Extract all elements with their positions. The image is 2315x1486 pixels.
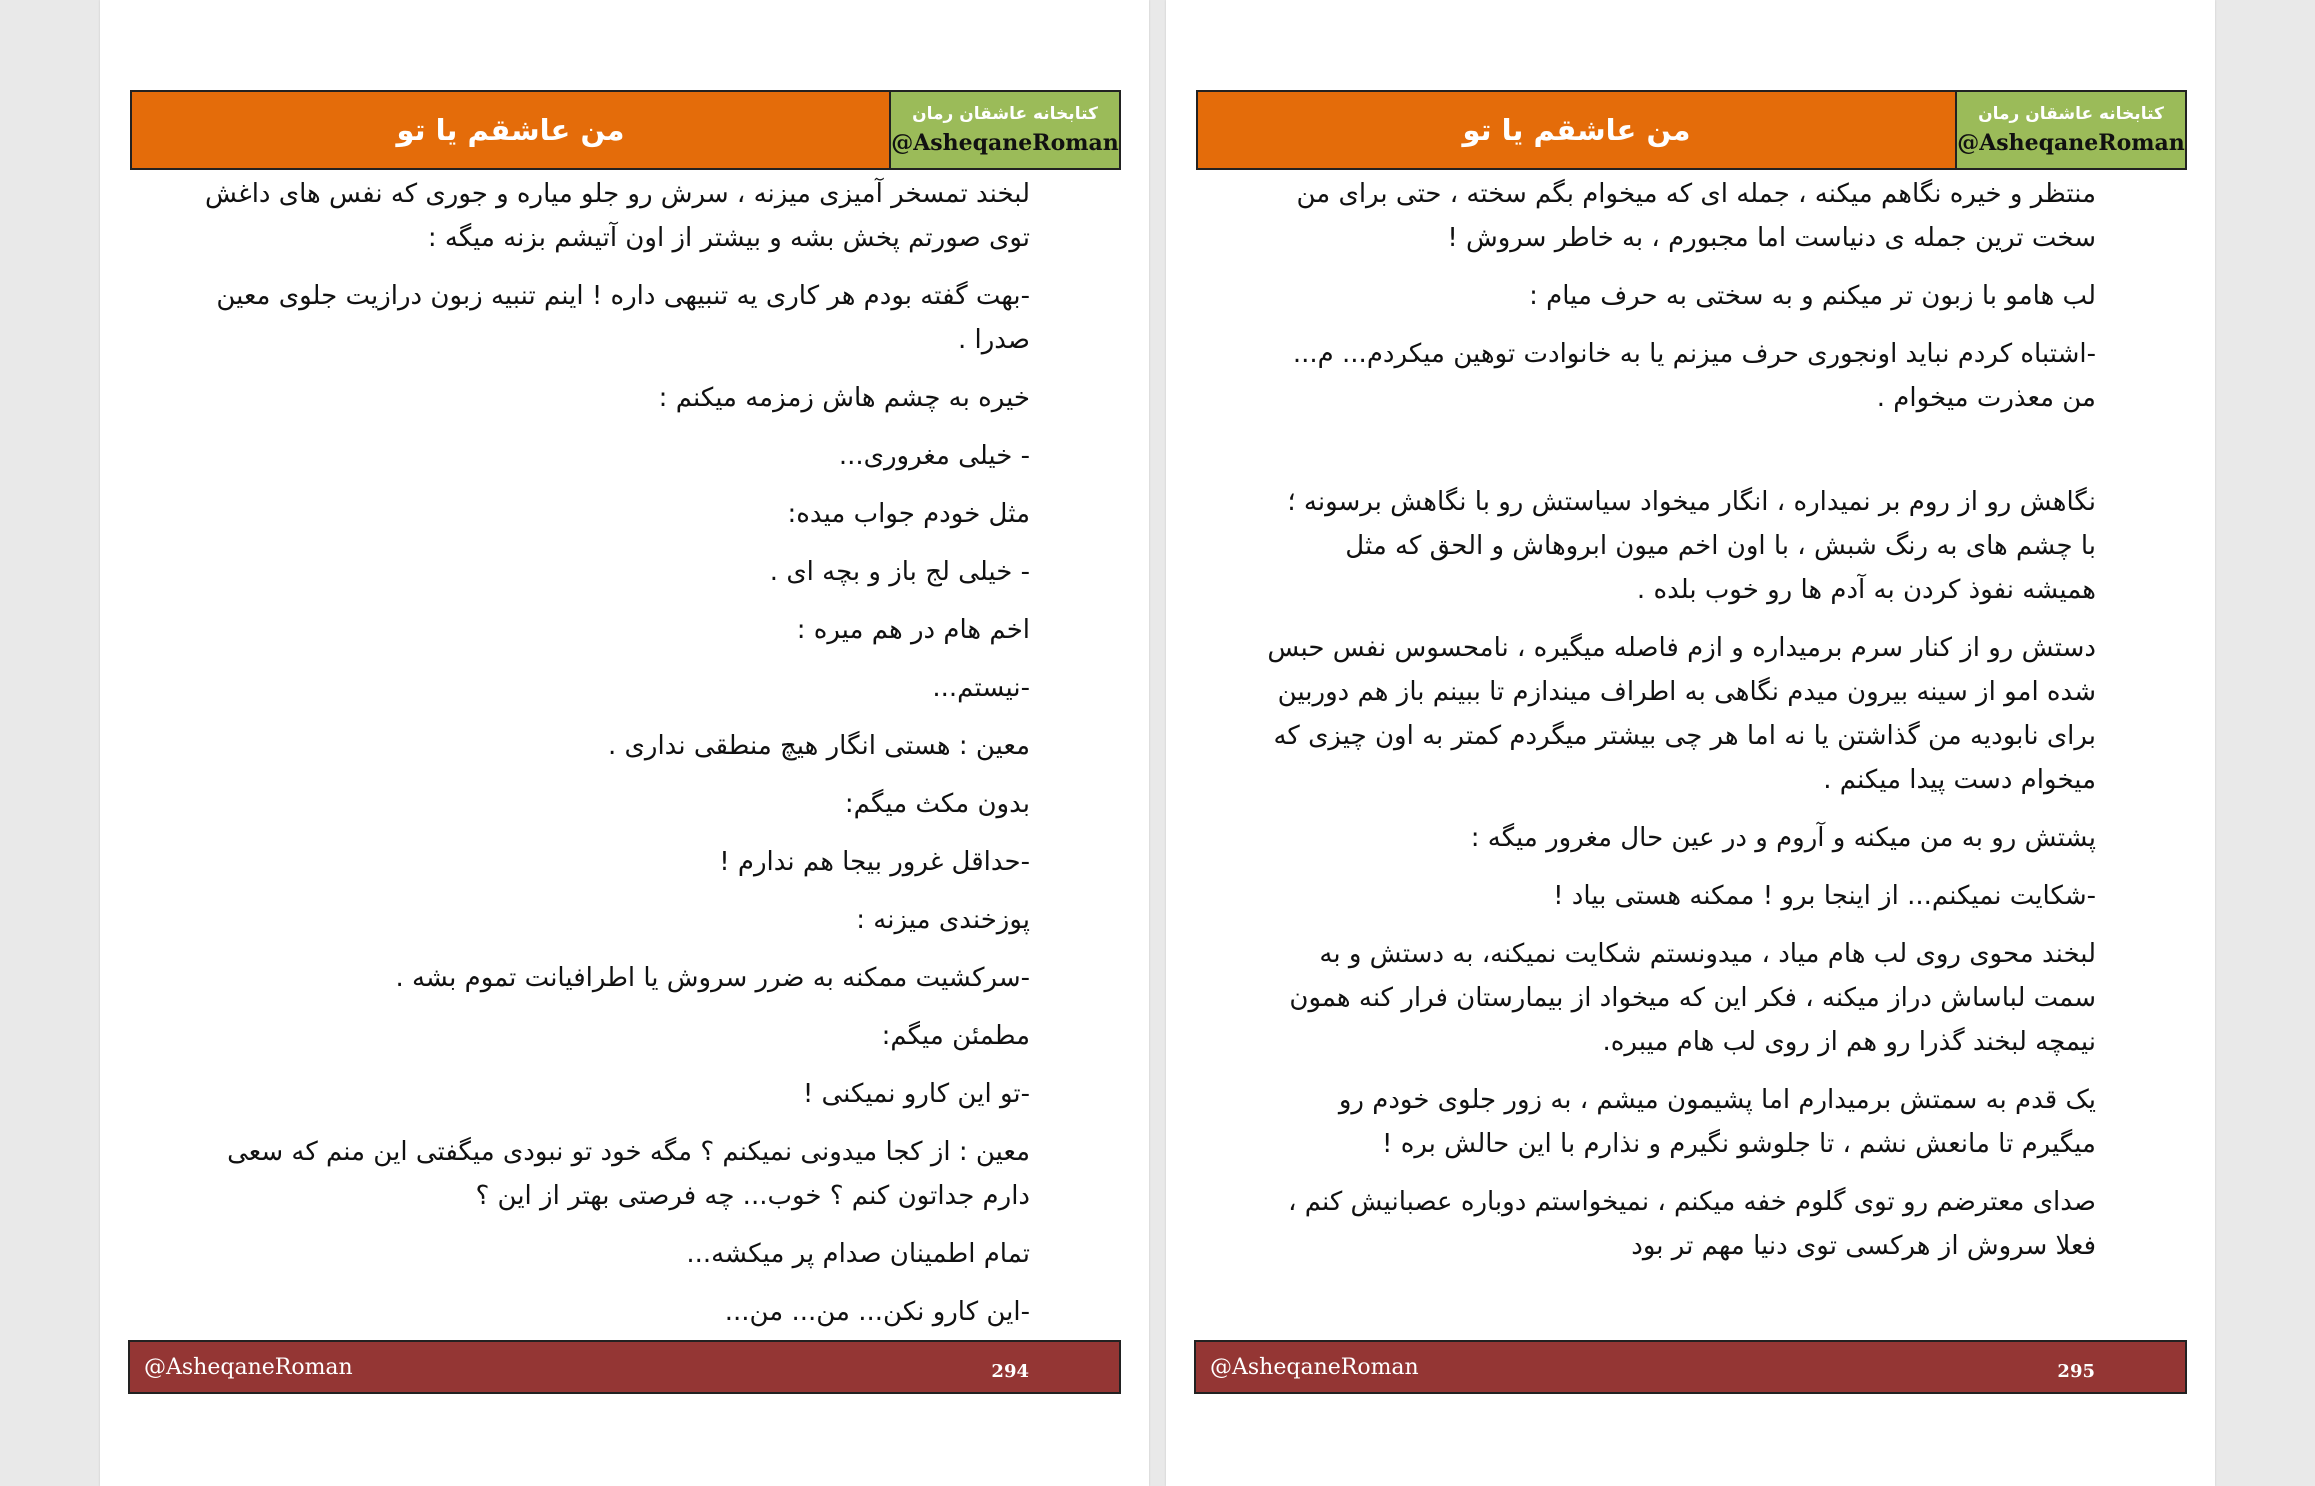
paragraph: صدای معترضم رو توی گلوم خفه میکنم ، نمیخواستم دوباره عصبانیش کنم ، فعلا سروش از هرکسی توی دنیا مهم تر بود (1288, 1187, 2096, 1261)
paragraph: -نیستم... (932, 673, 1030, 703)
paragraph: اخم هام در هم میره : (796, 615, 1030, 645)
paragraph: پوزخندی میزنه : (856, 905, 1030, 935)
channel-handle: @AsheqaneRoman (891, 130, 1119, 156)
page-footer (128, 1340, 1121, 1394)
paragraph: -این کارو نکن... من... من... (724, 1297, 1030, 1327)
paragraph: تمام اطمینان صدام پر میکشه... (686, 1239, 1030, 1269)
paragraph: لب هامو با زبون تر میکنم و به سختی به حرف میام : (1529, 281, 2096, 311)
book-title: من عاشقم یا تو (396, 113, 625, 147)
library-name: کتابخانه عاشقان رمان (912, 104, 1098, 124)
channel-handle: @AsheqaneRoman (1957, 130, 2185, 156)
paragraph: بدون مکث میگم: (844, 789, 1030, 819)
paragraph: -اشتباه کردم نباید اونجوری حرف میزنم یا به خانوادت توهین میکردم... م... من معذرت میخوام . (1292, 339, 2096, 413)
paragraph: معین : هستی انگار هیچ منطقی نداری . (608, 731, 1030, 761)
footer-handle: @AsheqaneRoman (144, 1354, 353, 1380)
paragraph: نگاهش رو از روم بر نمیداره ، انگار میخواد سیاستش رو با نگاهش برسونه ؛ با چشم های به رنگ شبش ، با اون اخم میون ابروهاش و الحق که مثل همیشه نفوذ کردن به آدم ها رو خوب بلده . (1287, 487, 2096, 605)
paragraph: لبخند تمسخر آمیزی میزنه ، سرش رو جلو میاره و جوری که نفس های داغش توی صورتم پخش بشه و بیشتر از اون آتیشم بزنه میگه : (204, 179, 1030, 253)
page-header (130, 90, 1121, 170)
library-name: کتابخانه عاشقان رمان (1978, 104, 2164, 124)
page-body (1266, 172, 2096, 1332)
paragraph: خیره به چشم هاش زمزمه میکنم : (658, 383, 1030, 413)
paragraph: لبخند محوی روی لب هام میاد ، میدونستم شکایت نمیکنه، به دستش و به سمت لباساش دراز میکنه ، فکر این که میخواد از بیمارستان فرار کنه همون نیمچه لبخند گذرا رو هم از روی لب هام میبره. (1289, 939, 2096, 1057)
paragraph: یک قدم به سمتش برمیدارم اما پشیمون میشم ، به زور جلوی خودم رو میگیرم تا مانعش نشم ، تا جلوشو نگیرم و نذارم با این حالش بره ! (1338, 1085, 2096, 1159)
paragraph: -سرکشیت ممکنه به ضرر سروش یا اطرافیانت تموم بشه . (395, 963, 1030, 993)
paragraph: دستش رو از کنار سرم برمیداره و ازم فاصله میگیره ، نامحسوس نفس حبس شده امو از سینه بیرون میدم نگاهی به اطراف میندازم تا ببینم باز هم دوربین برای نابودیه من گذاشتن یا نه اما هر چی بیشتر میگردم کمتر به اون چیزی که میخوام دست پیدا میکنم . (1267, 633, 2096, 795)
library-badge (1955, 92, 2185, 168)
page-number: 295 (2057, 1360, 2095, 1382)
paragraph: -حداقل غرور بیجا هم ندارم ! (719, 847, 1030, 877)
page-left (100, 0, 1149, 1486)
page-right (1166, 0, 2215, 1486)
library-badge (889, 92, 1119, 168)
paragraph: -بهت گفته بودم هر کاری یه تنبیهی داره ! اینم تنبیه زبون درازیت جلوی معین صدرا . (216, 281, 1030, 355)
paragraph: منتظر و خیره نگاهم میکنه ، جمله ای که میخوام بگم سخته ، حتی برای من سخت ترین جمله ی دنیاست اما مجبورم ، به خاطر سروش ! (1296, 179, 2096, 253)
paragraph: مثل خودم جواب میده: (787, 499, 1030, 529)
footer-handle: @AsheqaneRoman (1210, 1354, 1419, 1380)
paragraph: - خیلی لج باز و بچه ای . (769, 557, 1030, 587)
page-footer (1194, 1340, 2187, 1394)
page-body (200, 172, 1030, 1332)
paragraph: معین : از کجا میدونی نمیکنم ؟ مگه خود تو نبودی میگفتی این منم که سعی دارم جداتون کنم ؟ خوب... چه فرصتی بهتر از این ؟ (227, 1137, 1030, 1211)
page-header (1196, 90, 2187, 170)
paragraph: -شکایت نمیکنم... از اینجا برو ! ممکنه هستی بیاد ! (1553, 881, 2096, 911)
paragraph: - خیلی مغروری... (838, 441, 1030, 471)
paragraph: پشتش رو به من میکنه و آروم و در عین حال مغرور میگه : (1470, 823, 2096, 853)
page-number: 294 (991, 1360, 1029, 1382)
paragraph: -تو این کارو نمیکنی ! (802, 1079, 1030, 1109)
paragraph: مطمئن میگم: (881, 1021, 1030, 1051)
book-title: من عاشقم یا تو (1462, 113, 1691, 147)
